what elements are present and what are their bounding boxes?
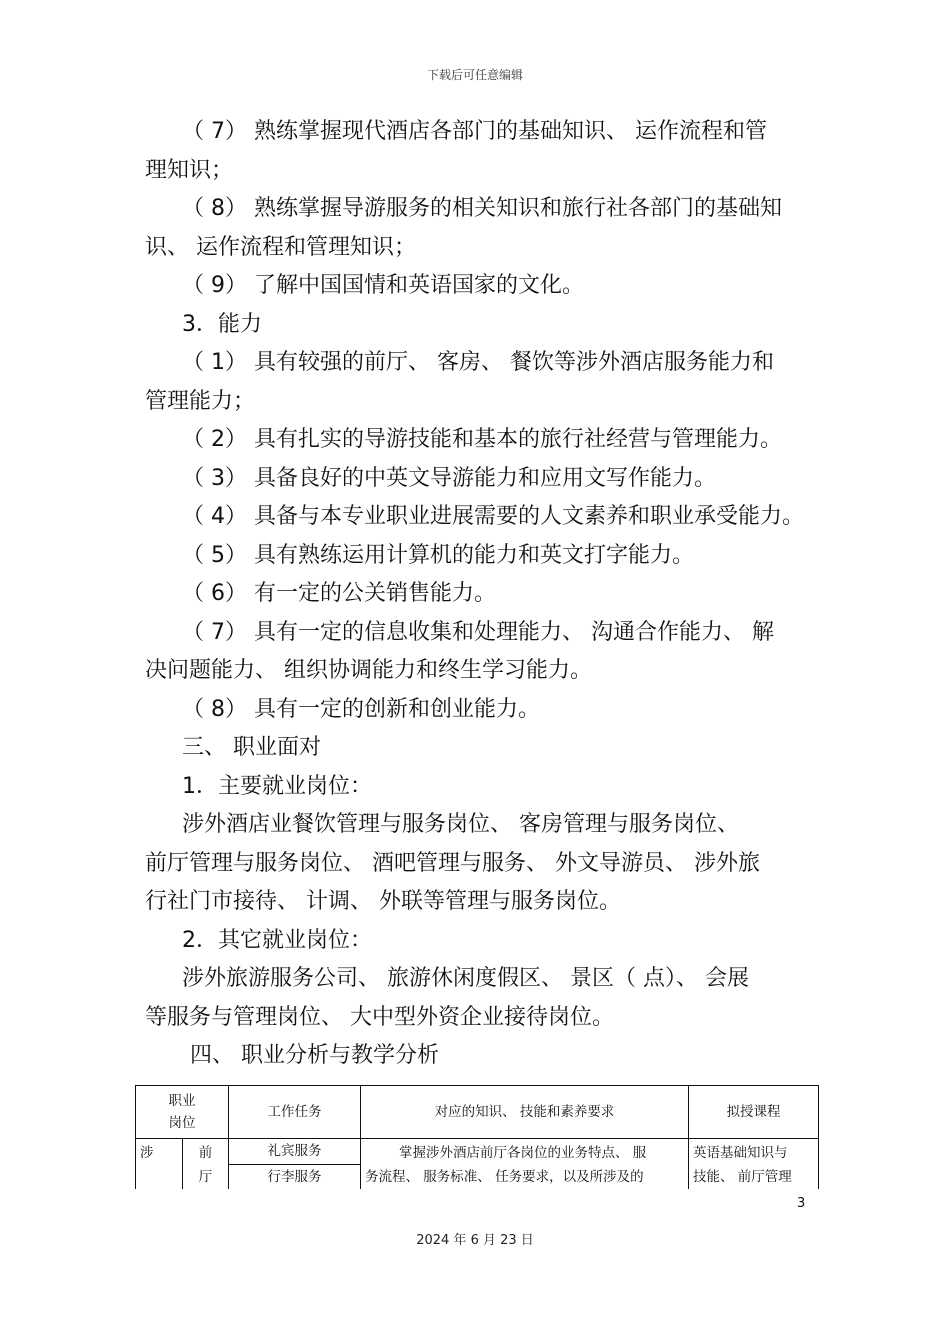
category-text: 涉 — [140, 1145, 154, 1161]
text-line: 决问题能力、 组织协调能力和终生学习能力。 — [145, 658, 592, 683]
text-line: （ 5） 具有熟练运用计算机的能力和英文打字能力。 — [182, 542, 694, 568]
header-course: 拟授课程 — [689, 1086, 819, 1139]
text-line: （ 3） 具备良好的中英文导游能力和应用文写作能力。 — [182, 465, 716, 491]
text-line: 1．主要就业岗位： — [182, 773, 372, 799]
table-header-row — [136, 1086, 819, 1139]
header-position-line2: 岗位 — [168, 1115, 196, 1131]
table-row — [136, 1139, 819, 1165]
cell-department — [183, 1139, 229, 1190]
text-line: 涉外酒店业餐饮管理与服务岗位、 客房管理与服务岗位、 — [182, 812, 739, 837]
cell-task-1: 礼宾服务 — [229, 1139, 361, 1165]
text-line: （ 8） 具有一定的创新和创业能力。 — [182, 696, 540, 722]
knowledge-line2: 务流程、 服务标准、 任务要求，以及所涉及的 — [365, 1169, 644, 1185]
career-analysis-table — [135, 1085, 819, 1189]
header-knowledge: 对应的知识、 技能和素养要求 — [361, 1086, 689, 1139]
course-line2: 技能、 前厅管理 — [693, 1169, 792, 1185]
cell-task-2: 行李服务 — [229, 1164, 361, 1189]
page-footer-date: 2024 年 6 月 23 日 — [416, 1233, 534, 1248]
text-line: 识、 运作流程和管理知识； — [145, 234, 416, 260]
page-number: 3 — [797, 1196, 806, 1211]
header-position-line1: 职业 — [168, 1093, 196, 1109]
text-line: 四、 职业分析与教学分析 — [190, 1043, 439, 1068]
text-line: （ 4） 具备与本专业职业进展需要的人文素养和职业承受能力。 — [182, 504, 804, 529]
course-line1: 英语基础知识与 — [693, 1145, 788, 1161]
department-line2: 厅 — [198, 1169, 213, 1185]
cell-course — [689, 1139, 819, 1190]
page-header: 下载后可任意编辑 — [426, 68, 523, 82]
text-line: （ 2） 具有扎实的导游技能和基本的旅行社经营与管理能力。 — [182, 427, 782, 452]
knowledge-line1: 掌握涉外酒店前厅各岗位的业务特点、 服 — [399, 1145, 647, 1161]
department-line1: 前 — [198, 1145, 213, 1161]
text-line: （ 8） 熟练掌握导游服务的相关知识和旅行社各部门的基础知 — [182, 196, 782, 221]
body-text — [145, 113, 815, 1076]
cell-knowledge — [361, 1139, 689, 1190]
text-line: 前厅管理与服务岗位、 酒吧管理与服务、 外文导游员、 涉外旅 — [145, 850, 760, 876]
text-line: 2．其它就业岗位： — [182, 927, 372, 953]
text-line: （ 7） 熟练掌握现代酒店各部门的基础知识、 运作流程和管 — [182, 119, 767, 144]
text-line: 行社门市接待、 计调、 外联等管理与服务岗位。 — [145, 889, 621, 914]
text-line: 等服务与管理岗位、 大中型外资企业接待岗位。 — [145, 1004, 614, 1030]
text-line: 涉外旅游服务公司、 旅游休闲度假区、 景区（ 点）、 会展 — [182, 966, 749, 991]
cell-category — [136, 1139, 183, 1190]
text-line: 三、 职业面对 — [182, 735, 321, 760]
text-line: （ 6） 有一定的公关销售能力。 — [182, 581, 496, 606]
text-line: 理知识； — [145, 157, 234, 183]
text-line: （ 1） 具有较强的前厅、 客房、 餐饮等涉外酒店服务能力和 — [182, 350, 774, 375]
text-line: 3．能力 — [182, 311, 262, 337]
text-line: （ 9） 了解中国国情和英语国家的文化。 — [182, 273, 584, 298]
header-position — [136, 1086, 229, 1139]
text-line: 管理能力； — [145, 388, 256, 414]
text-line: （ 7） 具有一定的信息收集和处理能力、 沟通合作能力、 解 — [182, 619, 774, 645]
header-task: 工作任务 — [229, 1086, 361, 1139]
